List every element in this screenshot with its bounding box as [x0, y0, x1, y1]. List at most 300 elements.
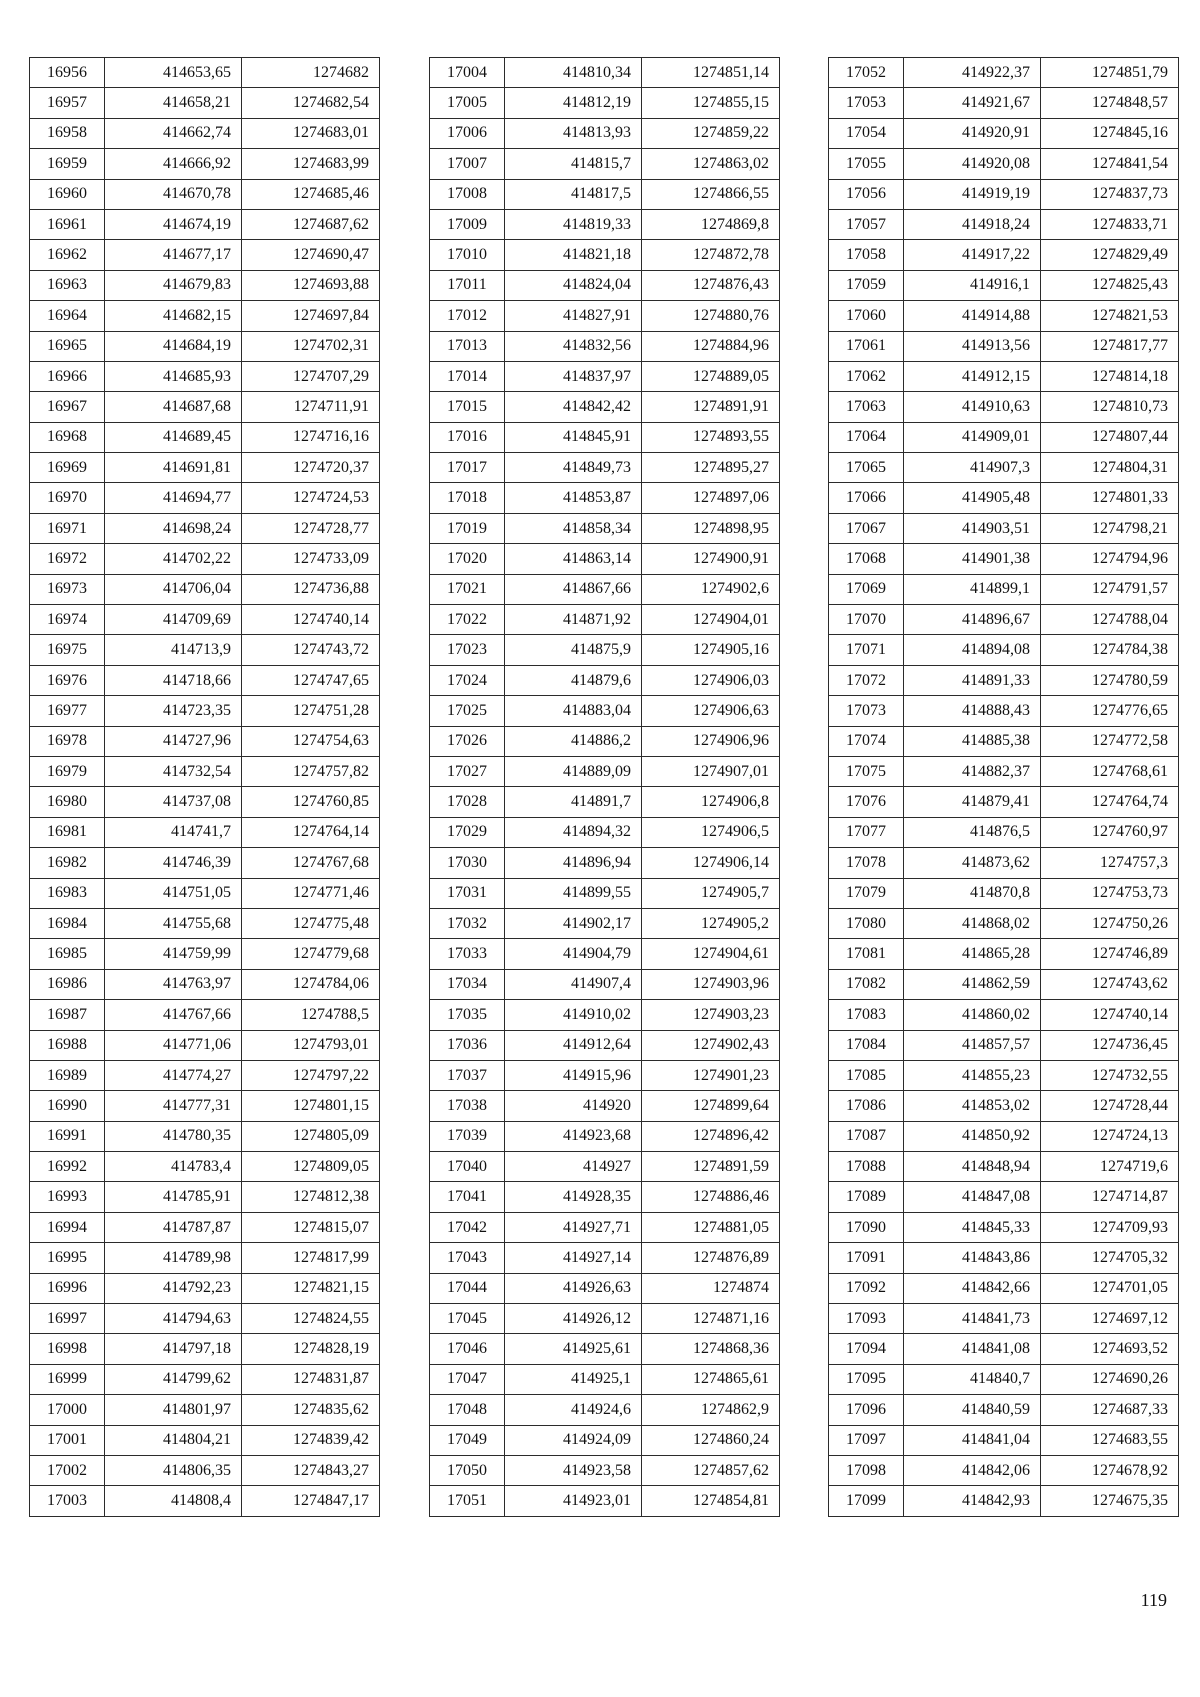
- x-coordinate-cell: 414706,04: [105, 574, 242, 604]
- table-row: [829, 179, 1179, 209]
- table-row: [829, 149, 1179, 179]
- x-coordinate-cell: 414845,33: [904, 1212, 1041, 1242]
- y-coordinate-cell: 1274871,16: [642, 1304, 780, 1334]
- point-number-cell: 16962: [30, 240, 105, 270]
- point-number-cell: 16978: [30, 726, 105, 756]
- x-coordinate-cell: 414817,5: [505, 179, 642, 209]
- y-coordinate-cell: 1274815,07: [242, 1212, 380, 1242]
- point-number-cell: 17086: [829, 1091, 904, 1121]
- table-row: [829, 1455, 1179, 1485]
- point-number-cell: 17029: [430, 817, 505, 847]
- table-row: [30, 240, 380, 270]
- table-row: [30, 453, 380, 483]
- x-coordinate-cell: 414903,51: [904, 513, 1041, 543]
- point-number-cell: 16991: [30, 1121, 105, 1151]
- point-number-cell: 17026: [430, 726, 505, 756]
- table-row: [430, 1152, 780, 1182]
- y-coordinate-cell: 1274740,14: [1041, 1000, 1179, 1030]
- y-coordinate-cell: 1274797,22: [242, 1060, 380, 1090]
- table-row: [30, 969, 380, 999]
- table-row: [430, 1091, 780, 1121]
- x-coordinate-cell: 414899,55: [505, 878, 642, 908]
- table-row: [430, 1425, 780, 1455]
- table-row: [430, 240, 780, 270]
- table-row: [30, 179, 380, 209]
- point-number-cell: 16972: [30, 544, 105, 574]
- x-coordinate-cell: 414899,1: [904, 574, 1041, 604]
- table-row: [30, 665, 380, 695]
- y-coordinate-cell: 1274687,33: [1041, 1395, 1179, 1425]
- x-coordinate-cell: 414812,19: [505, 88, 642, 118]
- x-coordinate-cell: 414855,23: [904, 1060, 1041, 1090]
- x-coordinate-cell: 414862,59: [904, 969, 1041, 999]
- table-row: [430, 179, 780, 209]
- y-coordinate-cell: 1274862,9: [642, 1395, 780, 1425]
- point-number-cell: 17054: [829, 118, 904, 148]
- table-row: [829, 1182, 1179, 1212]
- x-coordinate-cell: 414879,41: [904, 787, 1041, 817]
- point-number-cell: 16988: [30, 1030, 105, 1060]
- x-coordinate-cell: 414840,7: [904, 1364, 1041, 1394]
- point-number-cell: 16961: [30, 209, 105, 239]
- table-row: [430, 1182, 780, 1212]
- x-coordinate-cell: 414891,7: [505, 787, 642, 817]
- point-number-cell: 17021: [430, 574, 505, 604]
- point-number-cell: 16996: [30, 1273, 105, 1303]
- x-coordinate-cell: 414904,79: [505, 939, 642, 969]
- x-coordinate-cell: 414843,86: [904, 1243, 1041, 1273]
- y-coordinate-cell: 1274750,26: [1041, 908, 1179, 938]
- point-number-cell: 17005: [430, 88, 505, 118]
- y-coordinate-cell: 1274899,64: [642, 1091, 780, 1121]
- point-number-cell: 16986: [30, 969, 105, 999]
- point-number-cell: 16987: [30, 1000, 105, 1030]
- y-coordinate-cell: 1274866,55: [642, 179, 780, 209]
- point-number-cell: 17091: [829, 1243, 904, 1273]
- table-row: [430, 1243, 780, 1273]
- table-row: [30, 361, 380, 391]
- table-row: [30, 58, 380, 88]
- table-row: [30, 1030, 380, 1060]
- table-row: [430, 331, 780, 361]
- x-coordinate-cell: 414842,06: [904, 1455, 1041, 1485]
- x-coordinate-cell: 414821,18: [505, 240, 642, 270]
- point-number-cell: 17061: [829, 331, 904, 361]
- x-coordinate-cell: 414780,35: [105, 1121, 242, 1151]
- y-coordinate-cell: 1274678,92: [1041, 1455, 1179, 1485]
- point-number-cell: 17023: [430, 635, 505, 665]
- table-row: [829, 1304, 1179, 1334]
- point-number-cell: 17087: [829, 1121, 904, 1151]
- table-row: [430, 392, 780, 422]
- y-coordinate-cell: 1274881,05: [642, 1212, 780, 1242]
- x-coordinate-cell: 414924,09: [505, 1425, 642, 1455]
- point-number-cell: 17089: [829, 1182, 904, 1212]
- y-coordinate-cell: 1274859,22: [642, 118, 780, 148]
- y-coordinate-cell: 1274817,77: [1041, 331, 1179, 361]
- table-row: [430, 665, 780, 695]
- table-row: [430, 574, 780, 604]
- y-coordinate-cell: 1274824,55: [242, 1304, 380, 1334]
- x-coordinate-cell: 414759,99: [105, 939, 242, 969]
- table-row: [30, 331, 380, 361]
- y-coordinate-cell: 1274839,42: [242, 1425, 380, 1455]
- y-coordinate-cell: 1274716,16: [242, 422, 380, 452]
- table-row: [829, 1273, 1179, 1303]
- point-number-cell: 17080: [829, 908, 904, 938]
- table-row: [430, 544, 780, 574]
- point-number-cell: 17065: [829, 453, 904, 483]
- x-coordinate-cell: 414886,2: [505, 726, 642, 756]
- table-row: [30, 574, 380, 604]
- y-coordinate-cell: 1274791,57: [1041, 574, 1179, 604]
- x-coordinate-cell: 414863,14: [505, 544, 642, 574]
- table-row: [829, 392, 1179, 422]
- y-coordinate-cell: 1274893,55: [642, 422, 780, 452]
- table-row: [430, 1304, 780, 1334]
- point-number-cell: 17082: [829, 969, 904, 999]
- y-coordinate-cell: 1274886,46: [642, 1182, 780, 1212]
- point-number-cell: 17028: [430, 787, 505, 817]
- y-coordinate-cell: 1274906,14: [642, 848, 780, 878]
- table-row: [30, 696, 380, 726]
- x-coordinate-cell: 414865,28: [904, 939, 1041, 969]
- point-number-cell: 17053: [829, 88, 904, 118]
- y-coordinate-cell: 1274868,36: [642, 1334, 780, 1364]
- table-row: [430, 1395, 780, 1425]
- x-coordinate-cell: 414841,73: [904, 1304, 1041, 1334]
- y-coordinate-cell: 1274906,03: [642, 665, 780, 695]
- x-coordinate-cell: 414885,38: [904, 726, 1041, 756]
- point-number-cell: 17094: [829, 1334, 904, 1364]
- table-row: [30, 635, 380, 665]
- y-coordinate-cell: 1274891,91: [642, 392, 780, 422]
- table-row: [30, 1243, 380, 1273]
- table-row: [30, 787, 380, 817]
- y-coordinate-cell: 1274690,47: [242, 240, 380, 270]
- table-row: [430, 422, 780, 452]
- point-number-cell: 16960: [30, 179, 105, 209]
- y-coordinate-cell: 1274753,73: [1041, 878, 1179, 908]
- y-coordinate-cell: 1274682,54: [242, 88, 380, 118]
- y-coordinate-cell: 1274854,81: [642, 1486, 780, 1516]
- table-row: [430, 58, 780, 88]
- x-coordinate-cell: 414824,04: [505, 270, 642, 300]
- y-coordinate-cell: 1274904,61: [642, 939, 780, 969]
- y-coordinate-cell: 1274814,18: [1041, 361, 1179, 391]
- x-coordinate-cell: 414926,12: [505, 1304, 642, 1334]
- table-row: [430, 1455, 780, 1485]
- table-row: [430, 118, 780, 148]
- y-coordinate-cell: 1274733,09: [242, 544, 380, 574]
- table-row: [430, 1334, 780, 1364]
- point-number-cell: 17031: [430, 878, 505, 908]
- x-coordinate-cell: 414927: [505, 1152, 642, 1182]
- point-number-cell: 16965: [30, 331, 105, 361]
- x-coordinate-cell: 414923,01: [505, 1486, 642, 1516]
- x-coordinate-cell: 414907,3: [904, 453, 1041, 483]
- y-coordinate-cell: 1274801,33: [1041, 483, 1179, 513]
- point-number-cell: 17008: [430, 179, 505, 209]
- table-row: [829, 118, 1179, 148]
- x-coordinate-cell: 414771,06: [105, 1030, 242, 1060]
- x-coordinate-cell: 414685,93: [105, 361, 242, 391]
- y-coordinate-cell: 1274906,8: [642, 787, 780, 817]
- table-row: [829, 422, 1179, 452]
- point-number-cell: 17041: [430, 1182, 505, 1212]
- y-coordinate-cell: 1274707,29: [242, 361, 380, 391]
- point-number-cell: 17033: [430, 939, 505, 969]
- y-coordinate-cell: 1274746,89: [1041, 939, 1179, 969]
- table-row: [30, 878, 380, 908]
- point-number-cell: 17076: [829, 787, 904, 817]
- x-coordinate-cell: 414876,5: [904, 817, 1041, 847]
- y-coordinate-cell: 1274889,05: [642, 361, 780, 391]
- y-coordinate-cell: 1274906,63: [642, 696, 780, 726]
- point-number-cell: 17004: [430, 58, 505, 88]
- table-row: [30, 756, 380, 786]
- x-coordinate-cell: 414842,93: [904, 1486, 1041, 1516]
- point-number-cell: 16969: [30, 453, 105, 483]
- y-coordinate-cell: 1274876,43: [642, 270, 780, 300]
- y-coordinate-cell: 1274788,04: [1041, 605, 1179, 635]
- point-number-cell: 17048: [430, 1395, 505, 1425]
- x-coordinate-cell: 414751,05: [105, 878, 242, 908]
- y-coordinate-cell: 1274772,58: [1041, 726, 1179, 756]
- table-row: [829, 301, 1179, 331]
- table-row: [829, 361, 1179, 391]
- x-coordinate-cell: 414848,94: [904, 1152, 1041, 1182]
- table-row: [30, 118, 380, 148]
- x-coordinate-cell: 414909,01: [904, 422, 1041, 452]
- x-coordinate-cell: 414853,87: [505, 483, 642, 513]
- x-coordinate-cell: 414674,19: [105, 209, 242, 239]
- y-coordinate-cell: 1274740,14: [242, 605, 380, 635]
- point-number-cell: 17032: [430, 908, 505, 938]
- point-number-cell: 16985: [30, 939, 105, 969]
- point-number-cell: 17071: [829, 635, 904, 665]
- y-coordinate-cell: 1274751,28: [242, 696, 380, 726]
- point-number-cell: 16994: [30, 1212, 105, 1242]
- x-coordinate-cell: 414875,9: [505, 635, 642, 665]
- y-coordinate-cell: 1274775,48: [242, 908, 380, 938]
- point-number-cell: 17056: [829, 179, 904, 209]
- table-row: [829, 1364, 1179, 1394]
- point-number-cell: 17081: [829, 939, 904, 969]
- x-coordinate-cell: 414832,56: [505, 331, 642, 361]
- coordinate-table-2: [429, 57, 780, 1517]
- table-row: [430, 756, 780, 786]
- table-row: [30, 1304, 380, 1334]
- table-row: [30, 1334, 380, 1364]
- point-number-cell: 16999: [30, 1364, 105, 1394]
- point-number-cell: 17043: [430, 1243, 505, 1273]
- y-coordinate-cell: 1274821,53: [1041, 301, 1179, 331]
- y-coordinate-cell: 1274884,96: [642, 331, 780, 361]
- point-number-cell: 16981: [30, 817, 105, 847]
- x-coordinate-cell: 414913,56: [904, 331, 1041, 361]
- table-row: [829, 1395, 1179, 1425]
- x-coordinate-cell: 414889,09: [505, 756, 642, 786]
- y-coordinate-cell: 1274743,72: [242, 635, 380, 665]
- table-row: [829, 483, 1179, 513]
- y-coordinate-cell: 1274801,15: [242, 1091, 380, 1121]
- point-number-cell: 17059: [829, 270, 904, 300]
- x-coordinate-cell: 414921,67: [904, 88, 1041, 118]
- y-coordinate-cell: 1274817,99: [242, 1243, 380, 1273]
- y-coordinate-cell: 1274788,5: [242, 1000, 380, 1030]
- point-number-cell: 17040: [430, 1152, 505, 1182]
- x-coordinate-cell: 414905,48: [904, 483, 1041, 513]
- point-number-cell: 17018: [430, 483, 505, 513]
- table-row: [430, 453, 780, 483]
- point-number-cell: 17027: [430, 756, 505, 786]
- table-row: [30, 1395, 380, 1425]
- table-row: [30, 209, 380, 239]
- table-row: [829, 817, 1179, 847]
- x-coordinate-cell: 414914,88: [904, 301, 1041, 331]
- table-row: [430, 696, 780, 726]
- x-coordinate-cell: 414799,62: [105, 1364, 242, 1394]
- point-number-cell: 17019: [430, 513, 505, 543]
- y-coordinate-cell: 1274857,62: [642, 1455, 780, 1485]
- y-coordinate-cell: 1274903,96: [642, 969, 780, 999]
- y-coordinate-cell: 1274897,06: [642, 483, 780, 513]
- point-number-cell: 17014: [430, 361, 505, 391]
- table-row: [829, 1060, 1179, 1090]
- point-number-cell: 16997: [30, 1304, 105, 1334]
- x-coordinate-cell: 414810,34: [505, 58, 642, 88]
- x-coordinate-cell: 414808,4: [105, 1486, 242, 1516]
- table-row: [430, 1000, 780, 1030]
- y-coordinate-cell: 1274743,62: [1041, 969, 1179, 999]
- table-row: [430, 908, 780, 938]
- point-number-cell: 17042: [430, 1212, 505, 1242]
- x-coordinate-cell: 414858,34: [505, 513, 642, 543]
- point-number-cell: 17079: [829, 878, 904, 908]
- point-number-cell: 17012: [430, 301, 505, 331]
- point-number-cell: 17015: [430, 392, 505, 422]
- x-coordinate-cell: 414666,92: [105, 149, 242, 179]
- y-coordinate-cell: 1274719,6: [1041, 1152, 1179, 1182]
- x-coordinate-cell: 414928,35: [505, 1182, 642, 1212]
- y-coordinate-cell: 1274685,46: [242, 179, 380, 209]
- y-coordinate-cell: 1274690,26: [1041, 1364, 1179, 1394]
- point-number-cell: 17034: [430, 969, 505, 999]
- x-coordinate-cell: 414806,35: [105, 1455, 242, 1485]
- x-coordinate-cell: 414919,19: [904, 179, 1041, 209]
- table-row: [829, 878, 1179, 908]
- point-number-cell: 17047: [430, 1364, 505, 1394]
- y-coordinate-cell: 1274693,52: [1041, 1334, 1179, 1364]
- table-row: [30, 1182, 380, 1212]
- table-row: [30, 848, 380, 878]
- coordinate-table-1: [29, 57, 380, 1517]
- y-coordinate-cell: 1274828,19: [242, 1334, 380, 1364]
- table-row: [30, 817, 380, 847]
- point-number-cell: 17075: [829, 756, 904, 786]
- point-number-cell: 17025: [430, 696, 505, 726]
- point-number-cell: 17020: [430, 544, 505, 574]
- y-coordinate-cell: 1274793,01: [242, 1030, 380, 1060]
- x-coordinate-cell: 414804,21: [105, 1425, 242, 1455]
- point-number-cell: 16971: [30, 513, 105, 543]
- table-row: [430, 969, 780, 999]
- table-row: [430, 513, 780, 543]
- table-row: [430, 726, 780, 756]
- table-row: [829, 209, 1179, 239]
- y-coordinate-cell: 1274683,01: [242, 118, 380, 148]
- x-coordinate-cell: 414767,66: [105, 1000, 242, 1030]
- table-row: [829, 331, 1179, 361]
- x-coordinate-cell: 414797,18: [105, 1334, 242, 1364]
- point-number-cell: 17090: [829, 1212, 904, 1242]
- table-row: [30, 939, 380, 969]
- table-row: [829, 1243, 1179, 1273]
- x-coordinate-cell: 414882,37: [904, 756, 1041, 786]
- x-coordinate-cell: 414679,83: [105, 270, 242, 300]
- point-number-cell: 16993: [30, 1182, 105, 1212]
- y-coordinate-cell: 1274805,09: [242, 1121, 380, 1151]
- y-coordinate-cell: 1274841,54: [1041, 149, 1179, 179]
- x-coordinate-cell: 414737,08: [105, 787, 242, 817]
- x-coordinate-cell: 414789,98: [105, 1243, 242, 1273]
- table-row: [30, 544, 380, 574]
- table-row: [829, 605, 1179, 635]
- table-row: [430, 939, 780, 969]
- table-row: [30, 1425, 380, 1455]
- y-coordinate-cell: 1274720,37: [242, 453, 380, 483]
- point-number-cell: 17057: [829, 209, 904, 239]
- table-row: [430, 1486, 780, 1516]
- point-number-cell: 17011: [430, 270, 505, 300]
- point-number-cell: 17083: [829, 1000, 904, 1030]
- x-coordinate-cell: 414792,23: [105, 1273, 242, 1303]
- x-coordinate-cell: 414902,17: [505, 908, 642, 938]
- table-row: [30, 483, 380, 513]
- table-row: [30, 301, 380, 331]
- table-row: [30, 908, 380, 938]
- x-coordinate-cell: 414684,19: [105, 331, 242, 361]
- y-coordinate-cell: 1274724,13: [1041, 1121, 1179, 1151]
- table-row: [430, 88, 780, 118]
- point-number-cell: 16975: [30, 635, 105, 665]
- x-coordinate-cell: 414917,22: [904, 240, 1041, 270]
- table-row: [30, 1000, 380, 1030]
- table-row: [430, 1030, 780, 1060]
- x-coordinate-cell: 414853,02: [904, 1091, 1041, 1121]
- y-coordinate-cell: 1274874: [642, 1273, 780, 1303]
- point-number-cell: 17074: [829, 726, 904, 756]
- table-row: [30, 1212, 380, 1242]
- x-coordinate-cell: 414746,39: [105, 848, 242, 878]
- x-coordinate-cell: 414920: [505, 1091, 642, 1121]
- table-row: [30, 605, 380, 635]
- y-coordinate-cell: 1274757,3: [1041, 848, 1179, 878]
- y-coordinate-cell: 1274848,57: [1041, 88, 1179, 118]
- point-number-cell: 17049: [430, 1425, 505, 1455]
- point-number-cell: 16989: [30, 1060, 105, 1090]
- y-coordinate-cell: 1274728,44: [1041, 1091, 1179, 1121]
- table-row: [829, 696, 1179, 726]
- y-coordinate-cell: 1274807,44: [1041, 422, 1179, 452]
- point-number-cell: 16966: [30, 361, 105, 391]
- table-row: [829, 787, 1179, 817]
- x-coordinate-cell: 414763,97: [105, 969, 242, 999]
- point-number-cell: 17001: [30, 1425, 105, 1455]
- point-number-cell: 17098: [829, 1455, 904, 1485]
- point-number-cell: 17063: [829, 392, 904, 422]
